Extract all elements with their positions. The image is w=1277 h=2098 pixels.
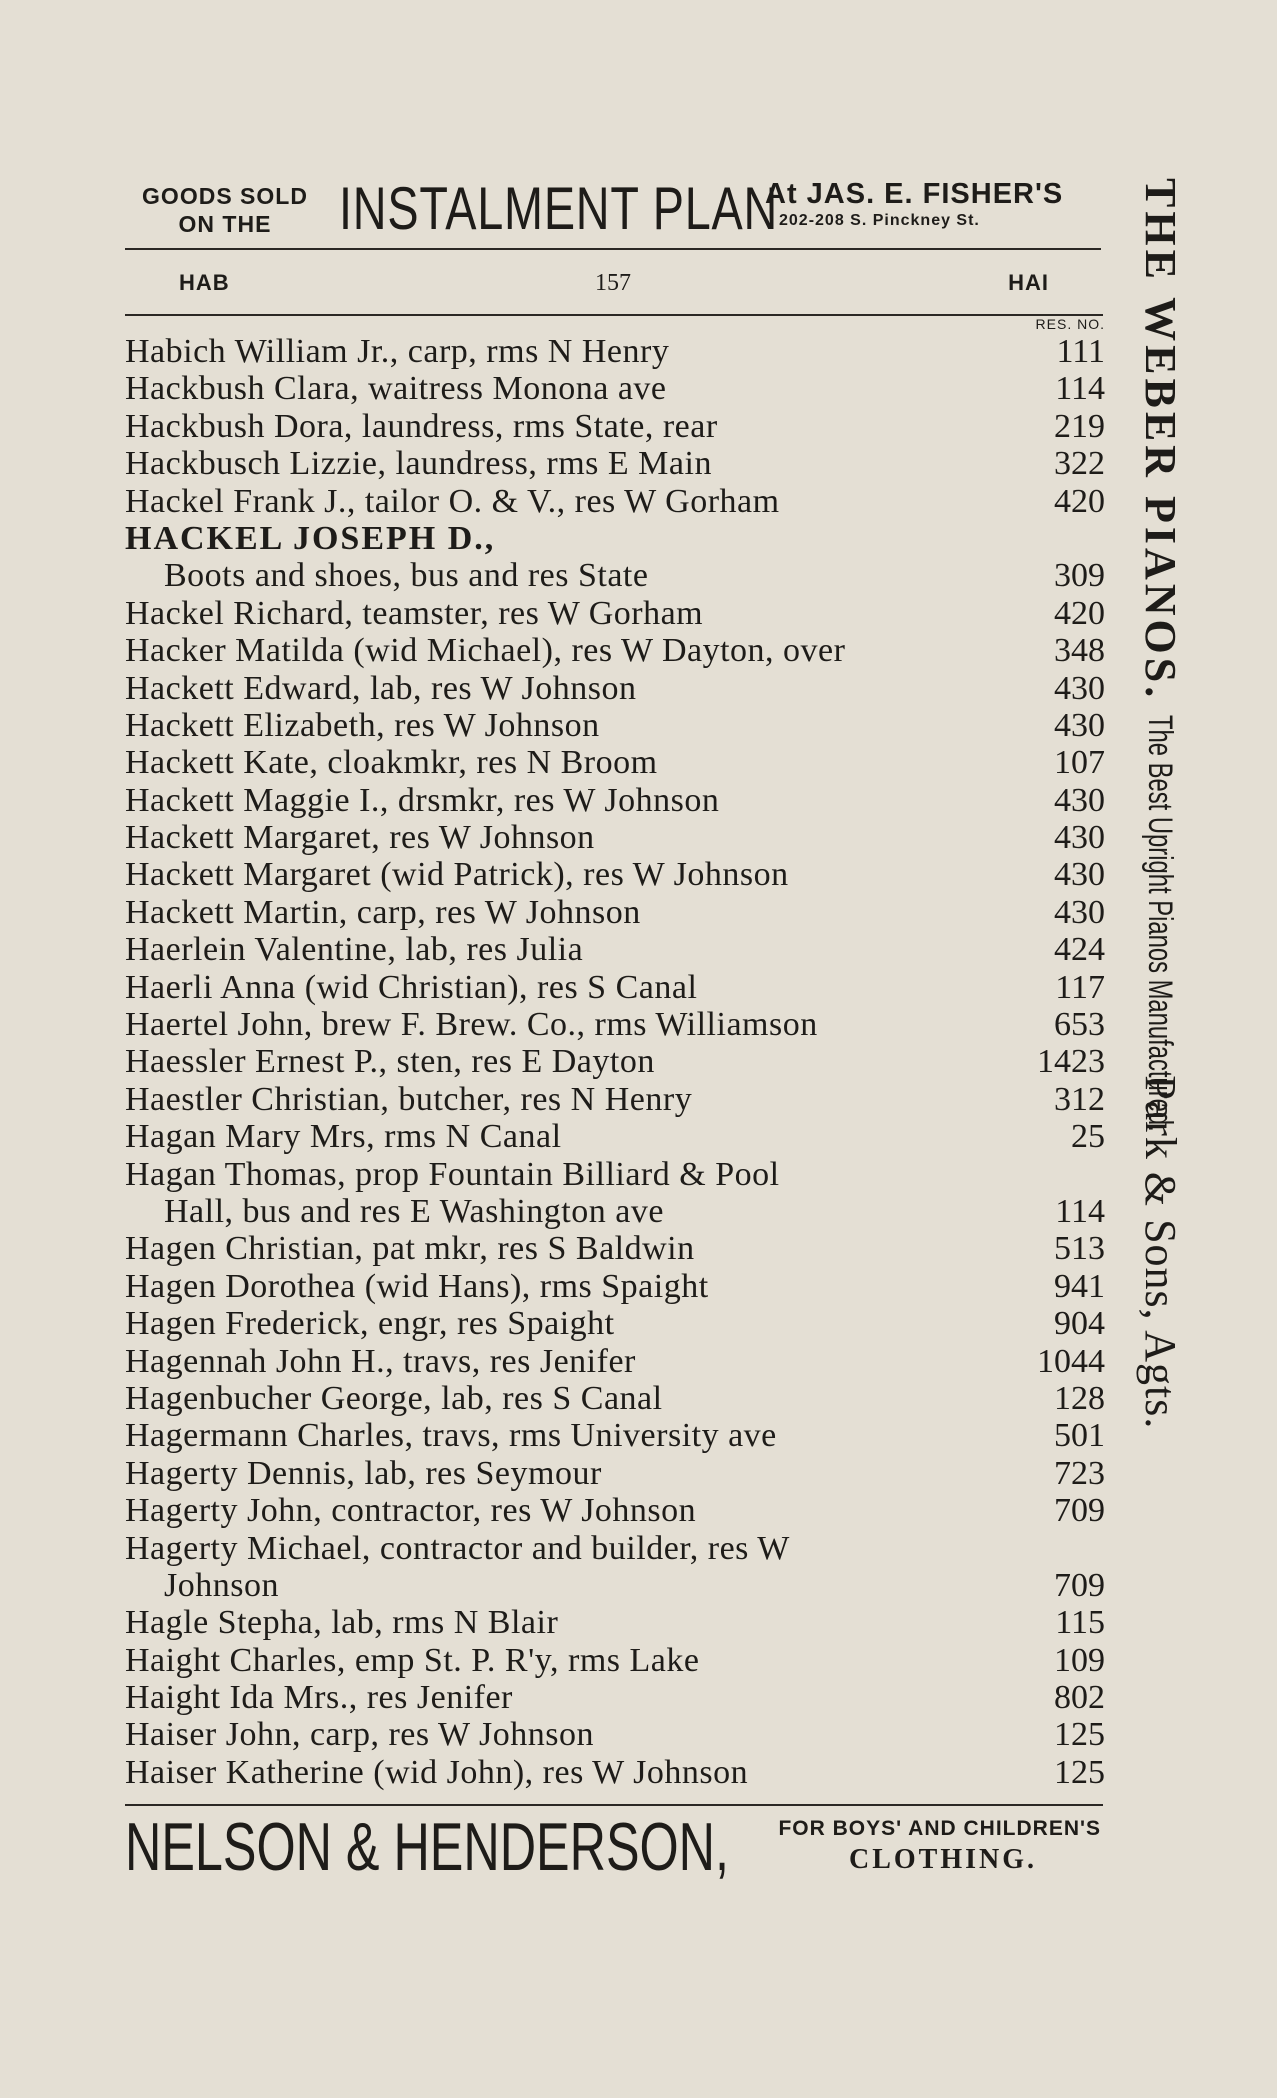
directory-entry <box>125 632 1105 669</box>
entry-text: Hagen Christian, pat mkr, res S Baldwin <box>125 1230 695 1268</box>
entry-res-number: 107 <box>1054 744 1105 782</box>
directory-entry <box>125 595 1105 632</box>
entry-text: Haiser Katherine (wid John), res W Johnson <box>125 1753 749 1791</box>
goods-line-2: ON THE <box>178 211 272 237</box>
clothing-line-2: CLOTHING. <box>848 1844 1037 1875</box>
entry-text: Haertel John, brew F. Brew. Co., rms Williamson <box>125 1006 818 1044</box>
entry-text: HACKEL JOSEPH D., <box>125 519 496 557</box>
entry-text: Hagerty John, contractor, res W Johnson <box>125 1492 697 1530</box>
directory-entry <box>125 1043 1105 1080</box>
directory-entry <box>125 1118 1105 1155</box>
fisher-address: 202-208 S. Pinckney St. <box>779 212 980 229</box>
entry-text: Haiser John, carp, res W Johnson <box>125 1716 594 1754</box>
directory-entry <box>125 744 1105 781</box>
entry-text: Hacker Matilda (wid Michael), res W Dayton, over <box>125 632 846 670</box>
entry-res-number: 1044 <box>1037 1342 1105 1380</box>
entry-text: Hagerty Michael, contractor and builder, res W <box>125 1529 790 1567</box>
entry-res-number: 115 <box>1055 1604 1105 1642</box>
directory-entry <box>125 931 1105 968</box>
entry-text: Hackett Kate, cloakmkr, res N Broom <box>125 744 658 782</box>
entry-text: Hall, bus and res E Washington ave <box>164 1192 664 1230</box>
top-advertisement <box>125 172 1101 250</box>
entry-res-number: 125 <box>1054 1753 1105 1791</box>
directory-entry <box>125 707 1105 744</box>
entry-text: Hackbusch Lizzie, laundress, rms E Main <box>125 445 712 483</box>
directory-entry <box>125 1679 1105 1716</box>
entry-text: Haerli Anna (wid Christian), res S Canal <box>125 968 698 1006</box>
directory-entry <box>125 1604 1105 1641</box>
entry-text: Haight Charles, emp St. P. R'y, rms Lake <box>125 1641 700 1679</box>
directory-entry <box>125 520 1105 557</box>
entry-res-number: 424 <box>1054 931 1105 969</box>
entry-res-number: 25 <box>1071 1118 1105 1156</box>
entry-res-number: 312 <box>1054 1080 1105 1118</box>
entry-text: Hagenbucher George, lab, res S Canal <box>125 1379 663 1417</box>
instalment-plan-heading: INSTALMENT PLAN <box>339 175 779 242</box>
directory-entry <box>125 1156 1105 1193</box>
directory-entry <box>125 408 1105 445</box>
directory-entry <box>125 1642 1105 1679</box>
entry-text: Hagerty Dennis, lab, res Seymour <box>125 1454 602 1492</box>
bottom-divider <box>125 1804 1103 1806</box>
entry-res-number: 219 <box>1054 407 1105 445</box>
entry-res-number: 117 <box>1055 968 1105 1006</box>
entry-res-number: 322 <box>1054 445 1105 483</box>
directory-entry <box>125 1230 1105 1267</box>
side-advertisement <box>1130 178 1190 1878</box>
clothing-line-1: FOR BOYS' AND CHILDREN'S <box>778 1817 1101 1840</box>
page-number: 157 <box>595 270 631 296</box>
entry-res-number: 430 <box>1054 893 1105 931</box>
entry-res-number: 125 <box>1054 1716 1105 1754</box>
entry-res-number: 430 <box>1054 781 1105 819</box>
directory-entry <box>125 819 1105 856</box>
entry-res-number: 420 <box>1054 594 1105 632</box>
entry-text: Habich William Jr., carp, rms N Henry <box>125 333 670 370</box>
entry-text: Boots and shoes, bus and res State <box>164 557 649 595</box>
directory-entry <box>125 782 1105 819</box>
directory-entry <box>125 445 1105 482</box>
entry-res-number: 709 <box>1054 1566 1105 1604</box>
directory-entry <box>125 1417 1105 1454</box>
directory-listing <box>125 333 1105 1791</box>
entry-res-number: 420 <box>1054 482 1105 520</box>
entry-res-number: 430 <box>1054 669 1105 707</box>
entry-text: Hackel Richard, teamster, res W Gorham <box>125 594 704 632</box>
entry-res-number: 430 <box>1054 856 1105 894</box>
entry-res-number: 348 <box>1054 632 1105 670</box>
goods-sold-label <box>125 182 325 238</box>
entry-res-number: 723 <box>1054 1454 1105 1492</box>
directory-entry <box>125 1081 1105 1118</box>
entry-text: Hackett Edward, lab, res W Johnson <box>125 669 637 707</box>
directory-entry <box>125 1455 1105 1492</box>
entry-text: Hagan Thomas, prop Fountain Billiard & Pool <box>125 1155 780 1193</box>
entry-res-number: 709 <box>1054 1492 1105 1530</box>
directory-entry <box>125 1006 1105 1043</box>
directory-entry <box>125 1492 1105 1529</box>
entry-res-number: 109 <box>1054 1641 1105 1679</box>
entry-res-number: 501 <box>1054 1417 1105 1455</box>
header-right-guide: HAI <box>1008 270 1049 295</box>
entry-res-number: 904 <box>1054 1305 1105 1343</box>
entry-text: Hackbush Dora, laundress, rms State, rear <box>125 407 718 445</box>
entry-text: Hackett Margaret, res W Johnson <box>125 819 595 857</box>
entry-res-number: 941 <box>1054 1267 1105 1305</box>
entry-res-number: 653 <box>1054 1006 1105 1044</box>
entry-res-number: 128 <box>1054 1379 1105 1417</box>
directory-entry <box>125 1754 1105 1791</box>
directory-entry <box>125 1380 1105 1417</box>
top-divider <box>125 248 1101 250</box>
entry-text: Hagennah John H., travs, res Jenifer <box>125 1342 636 1380</box>
clothing-label <box>661 1816 1101 1878</box>
entry-text: Haight Ida Mrs., res Jenifer <box>125 1679 513 1717</box>
entry-text: Hackbush Clara, waitress Monona ave <box>125 370 667 408</box>
running-header <box>125 266 1101 300</box>
entry-text: Haerlein Valentine, lab, res Julia <box>125 931 584 969</box>
goods-line-1: GOODS SOLD <box>142 183 308 209</box>
directory-entry <box>125 557 1105 594</box>
directory-entry <box>125 894 1105 931</box>
entry-text: Hagen Dorothea (wid Hans), rms Spaight <box>125 1267 709 1305</box>
entry-res-number: 309 <box>1054 557 1105 595</box>
directory-entry <box>125 969 1105 1006</box>
weber-pianos-tagline: The Best Upright Pianos Manufactured. <box>1141 715 1179 1132</box>
directory-entry <box>125 370 1105 407</box>
directory-entry <box>125 1193 1105 1230</box>
res-no-column-label: RES. NO. <box>1035 316 1105 332</box>
entry-text: Hackett Martin, carp, res W Johnson <box>125 893 641 931</box>
entry-res-number: 430 <box>1054 706 1105 744</box>
directory-entry <box>125 1343 1105 1380</box>
entry-res-number: 114 <box>1055 370 1105 408</box>
entry-text: Hackett Margaret (wid Patrick), res W Johnson <box>125 856 789 894</box>
entry-text: Hackel Frank J., tailor O. & V., res W Gorham <box>125 482 780 520</box>
bottom-advertisement <box>125 1810 1101 1890</box>
header-left-guide: HAB <box>179 270 230 295</box>
entry-text: Johnson <box>164 1566 279 1604</box>
directory-entry <box>125 483 1105 520</box>
entry-text: Hagermann Charles, travs, rms University ave <box>125 1417 777 1455</box>
entry-res-number: 114 <box>1055 1192 1105 1230</box>
directory-entry <box>125 1716 1105 1753</box>
weber-pianos-title: THE WEBER PIANOS. <box>1136 178 1185 702</box>
entry-text: Haestler Christian, butcher, res N Henry <box>125 1080 693 1118</box>
entry-res-number: 430 <box>1054 819 1105 857</box>
entry-text: Hackett Elizabeth, res W Johnson <box>125 706 600 744</box>
nelson-henderson-name: NELSON & HENDERSON, <box>125 1809 729 1885</box>
directory-entry <box>125 1305 1105 1342</box>
fisher-store-label <box>765 178 1101 232</box>
header-divider <box>125 314 1103 316</box>
entry-text: Hagan Mary Mrs, rms N Canal <box>125 1118 562 1156</box>
entry-res-number: 111 <box>1056 333 1105 370</box>
directory-entry <box>125 670 1105 707</box>
directory-entry <box>125 856 1105 893</box>
fisher-name: At JAS. E. FISHER'S <box>765 178 1064 210</box>
entry-text: Hagen Frederick, engr, res Spaight <box>125 1305 615 1343</box>
entry-res-number: 513 <box>1054 1230 1105 1268</box>
entry-res-number: 1423 <box>1037 1043 1105 1081</box>
entry-res-number: 802 <box>1054 1679 1105 1717</box>
directory-entry <box>125 333 1105 370</box>
entry-text: Hagle Stepha, lab, rms N Blair <box>125 1604 559 1642</box>
entry-text: Hackett Maggie I., drsmkr, res W Johnson <box>125 781 720 819</box>
directory-entry <box>125 1268 1105 1305</box>
weber-pianos-agents: Park & Sons, Agts. <box>1136 1075 1185 1430</box>
directory-entry <box>125 1530 1105 1567</box>
entry-text: Haessler Ernest P., sten, res E Dayton <box>125 1043 655 1081</box>
directory-entry <box>125 1567 1105 1604</box>
